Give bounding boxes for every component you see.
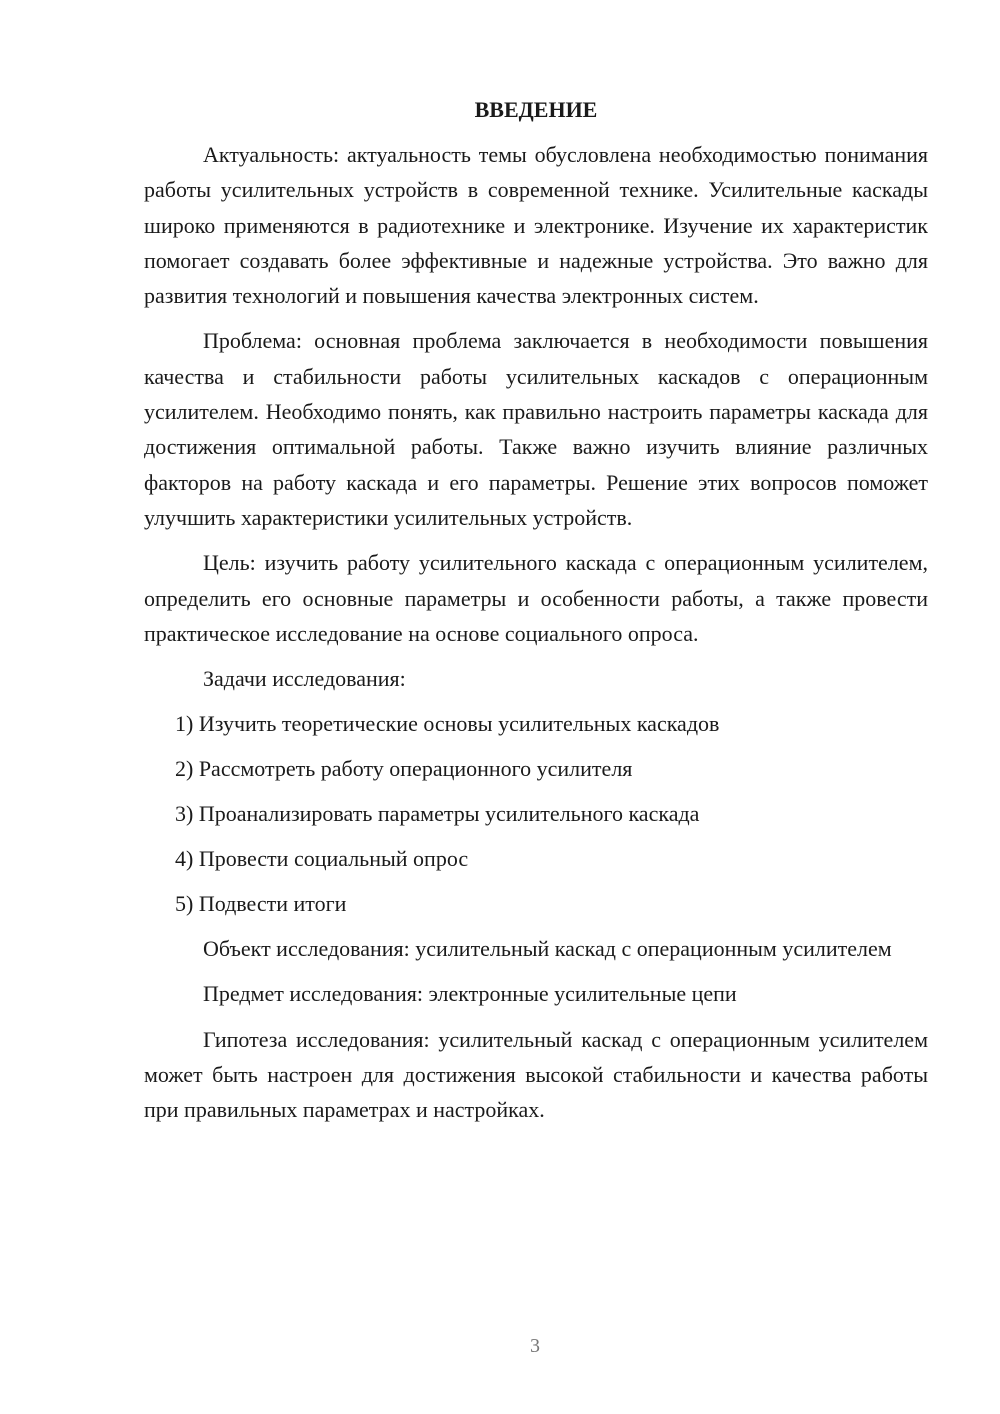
relevance-paragraph: Актуальность: актуальность темы обусловлена необходимостью понимания работы усилительных устройств в современной технике. Усилительные каскады широко применяются в радиотехнике и электронике. Изучение их характеристик помогает создавать более эффективные и надежные устройства. Это важно для развития технологий и повышения качества электронных систем. <box>144 142 928 309</box>
task-item: 2) Рассмотреть работу операционного усилителя <box>175 756 633 782</box>
object-paragraph: Объект исследования: усилительный каскад с операционным усилителем <box>203 936 892 962</box>
task-item: 3) Проанализировать параметры усилительного каскада <box>175 801 700 827</box>
problem-paragraph: Проблема: основная проблема заключается в необходимости повышения качества и стабильности работы усилительных каскадов с операционным усилителем. Необходимо понять, как правильно настроить параметры каскада для достижения оптимальной работы. Также важно изучить влияние различных факторов на работу каскада и его параметры. Решение этих вопросов поможет улучшить характеристики усилительных устройств. <box>144 328 928 530</box>
task-item: 1) Изучить теоретические основы усилительных каскадов <box>175 711 720 737</box>
subject-paragraph: Предмет исследования: электронные усилительные цепи <box>203 981 737 1007</box>
section-title: ВВЕДЕНИЕ <box>474 97 598 122</box>
hypothesis-paragraph: Гипотеза исследования: усилительный каскад с операционным усилителем может быть настроен для достижения высокой стабильности и качества работы при правильных параметрах и настройках. <box>144 1026 928 1123</box>
task-item: 4) Провести социальный опрос <box>175 846 469 872</box>
task-item: 5) Подвести итоги <box>175 891 347 917</box>
goal-paragraph: Цель: изучить работу усилительного каскада с операционным усилителем, определить его основные параметры и особенности работы, а также провести практическое исследование на основе социального опроса. <box>144 550 928 646</box>
page-number: 3 <box>530 1335 540 1357</box>
tasks-list <box>144 706 928 921</box>
tasks-heading: Задачи исследования: <box>203 666 406 692</box>
page-content <box>144 92 928 1138</box>
